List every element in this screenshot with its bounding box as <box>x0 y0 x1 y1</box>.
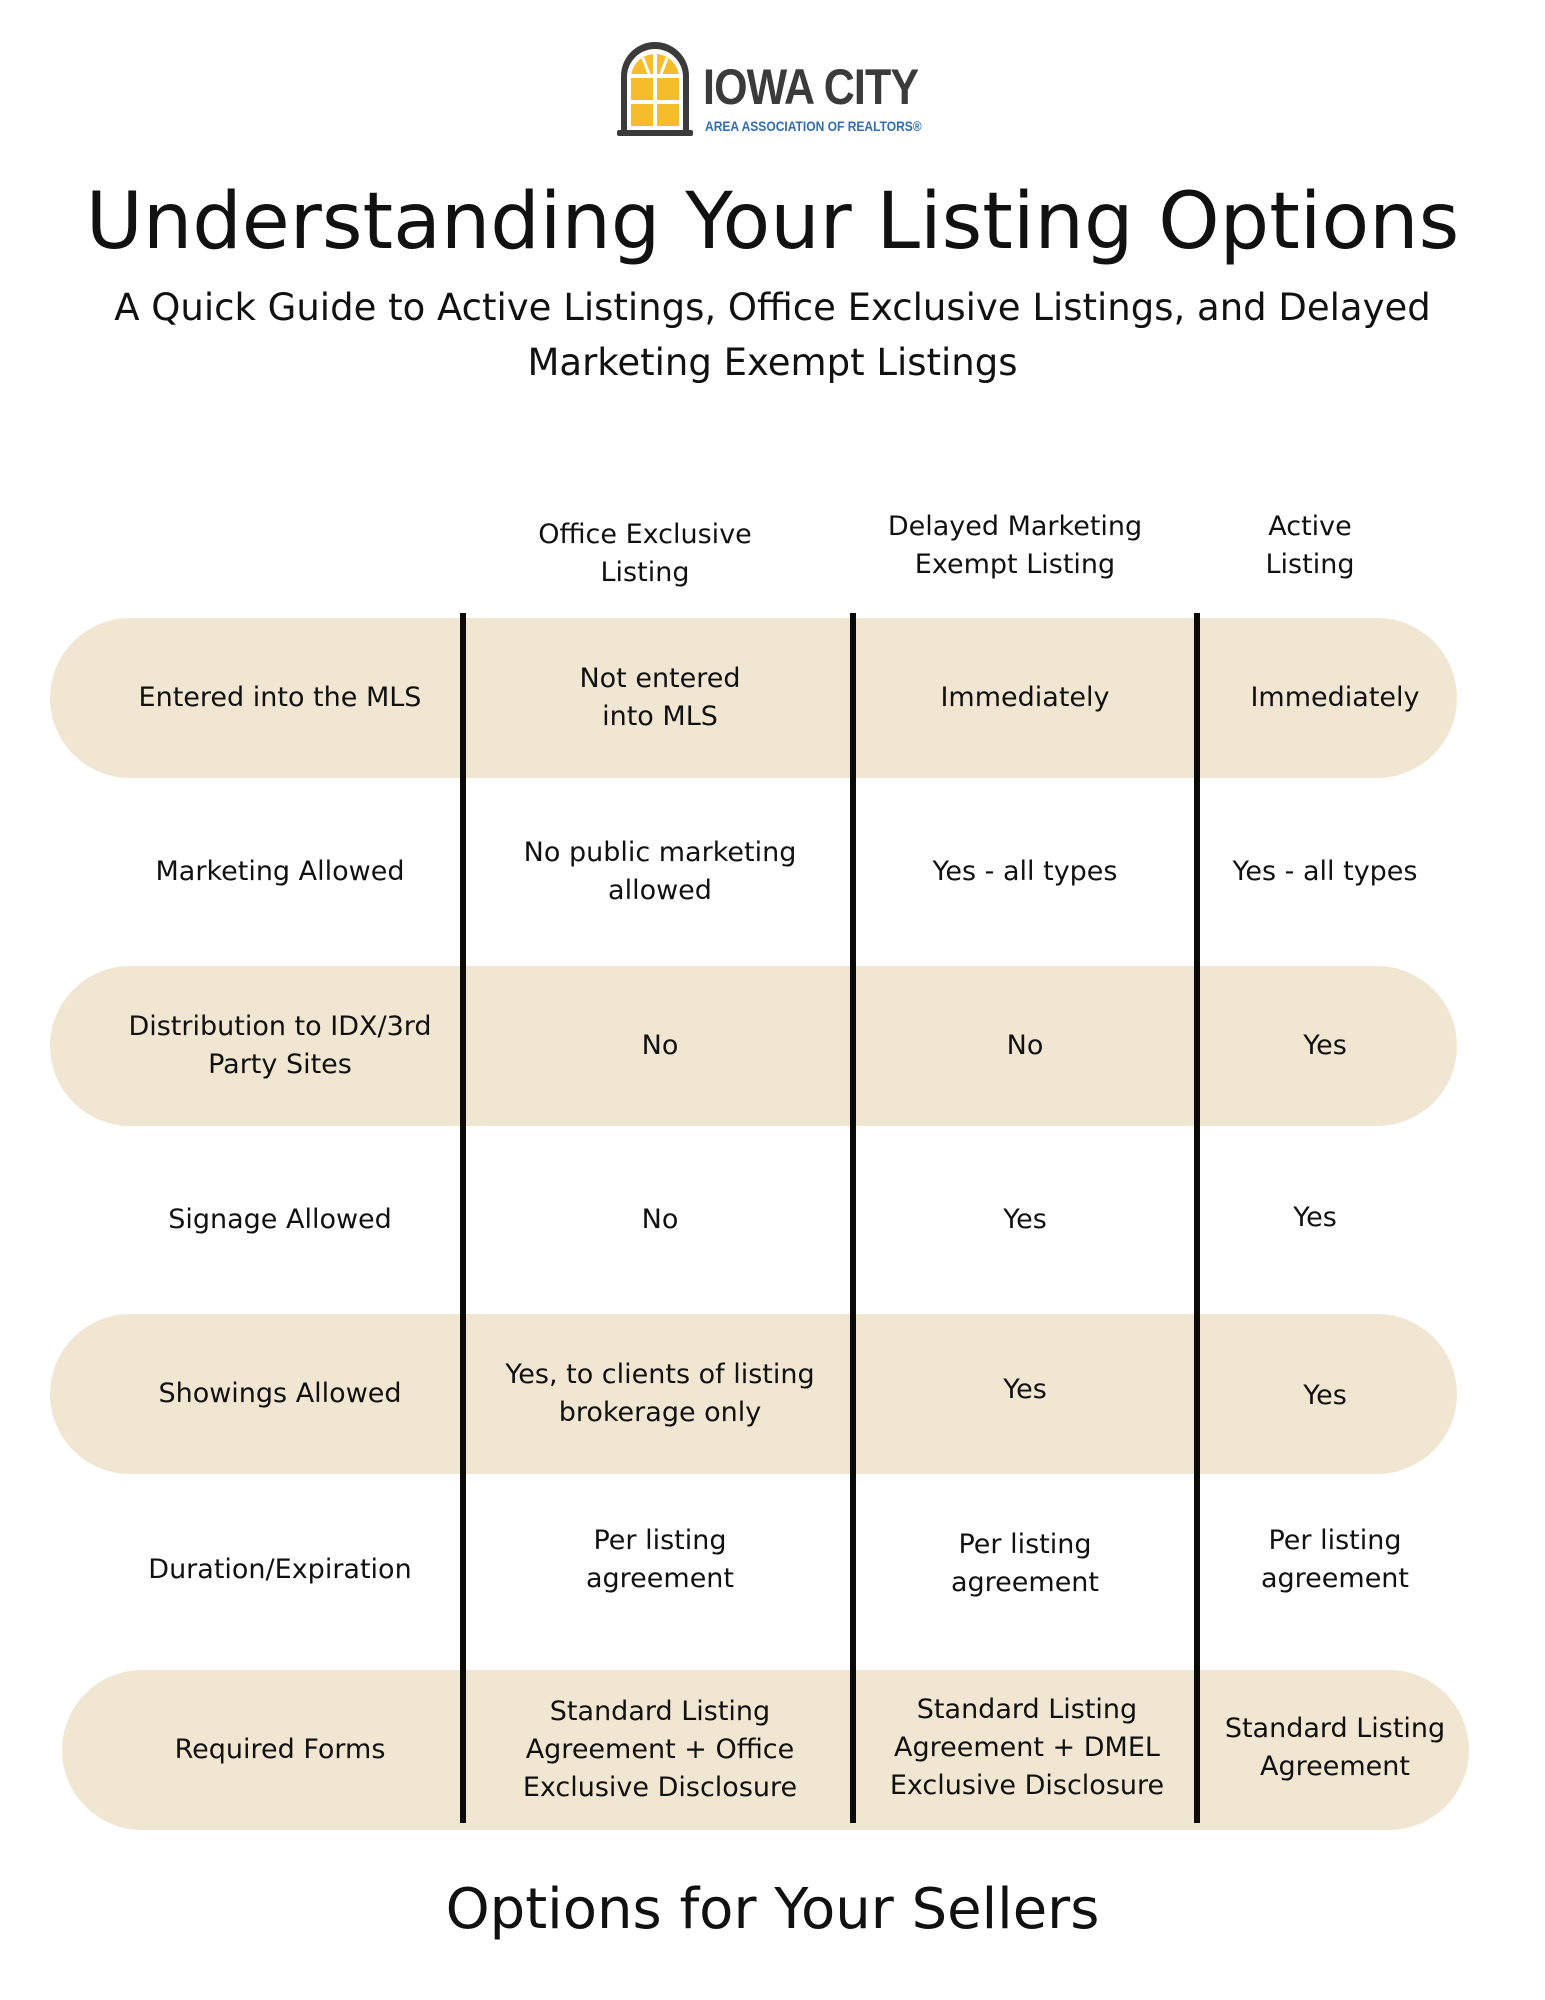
cell-distribution-active <box>1200 966 1450 1126</box>
column-header-delayed-marketing <box>845 508 1185 584</box>
cell-text <box>168 1201 392 1239</box>
cell-text <box>156 853 405 891</box>
cell-text-line: Entered into the MLS <box>138 682 422 713</box>
column-header-line: Delayed Marketing <box>887 511 1143 542</box>
brand-tagline: AREA ASSOCIATION OF REALTORS® <box>705 118 922 134</box>
column-header-line: Listing <box>1265 549 1355 580</box>
cell-marketing-active <box>1200 792 1450 952</box>
cell-text <box>642 1201 679 1239</box>
cell-duration-delayed-marketing <box>856 1484 1194 1644</box>
cell-text-line: Standard Listing <box>1224 1713 1446 1744</box>
cell-text <box>1293 1199 1337 1237</box>
cell-forms-office-exclusive <box>470 1670 850 1830</box>
cell-text <box>1303 1377 1347 1415</box>
cell-text-line: agreement <box>1260 1563 1410 1594</box>
cell-showings-active <box>1200 1316 1450 1476</box>
cell-signage-delayed-marketing <box>856 1140 1194 1300</box>
cell-text-line: Agreement + Office <box>525 1734 795 1765</box>
column-header-line: Office Exclusive <box>538 519 752 550</box>
cell-showings-delayed-marketing <box>856 1310 1194 1470</box>
cell-text <box>1225 1710 1445 1786</box>
cell-text <box>158 1375 401 1413</box>
cell-text-line: Yes <box>1293 1202 1337 1233</box>
cell-text-line: Per listing <box>1268 1525 1402 1556</box>
cell-text <box>579 660 740 736</box>
cell-text <box>1261 1522 1409 1598</box>
row-label-required-forms <box>90 1670 470 1830</box>
iowa-city-logo <box>615 38 935 138</box>
cell-text <box>505 1356 814 1432</box>
cell-entered-mls-delayed-marketing <box>856 618 1194 778</box>
cell-text <box>1303 1027 1347 1065</box>
row-label-duration <box>90 1490 470 1650</box>
cell-text <box>1232 853 1417 891</box>
cell-text-line: Signage Allowed <box>168 1204 392 1235</box>
cell-signage-active <box>1200 1138 1430 1298</box>
cell-text <box>1007 1027 1044 1065</box>
cell-text-line: Marketing Allowed <box>155 856 405 887</box>
cell-entered-mls-office-exclusive <box>470 618 850 778</box>
cell-text-line: Per listing <box>958 1529 1092 1560</box>
cell-text <box>932 853 1117 891</box>
cell-text-line: Exclusive Disclosure <box>522 1772 798 1803</box>
cell-text-line: Yes <box>1303 1030 1347 1061</box>
cell-text <box>1250 679 1419 717</box>
cell-text <box>586 1522 734 1598</box>
cell-text-line: into MLS <box>602 701 718 732</box>
cell-marketing-office-exclusive <box>470 792 850 952</box>
cell-text <box>139 679 422 717</box>
cell-text-line: Standard Listing <box>549 1696 771 1727</box>
cell-text <box>148 1551 411 1589</box>
cell-text-line: Per listing <box>593 1525 727 1556</box>
cell-text-line: brokerage only <box>558 1397 762 1428</box>
cell-distribution-delayed-marketing <box>856 966 1194 1126</box>
cell-text-line: No <box>641 1204 679 1235</box>
cell-text <box>890 1691 1164 1805</box>
cell-text <box>940 679 1109 717</box>
cell-text <box>523 1693 797 1807</box>
cell-text-line: No <box>641 1030 679 1061</box>
row-label-entered-mls <box>90 618 470 778</box>
footer-heading: Options for Your Sellers <box>445 1877 1100 1942</box>
cell-forms-active <box>1200 1668 1470 1828</box>
cell-text-line: Standard Listing <box>916 1694 1138 1725</box>
cell-duration-office-exclusive <box>470 1480 850 1640</box>
column-header-active <box>1195 508 1425 584</box>
cell-text-line: Yes - all types <box>932 856 1118 887</box>
cell-text-line: Distribution to IDX/3rd <box>128 1011 432 1042</box>
brand-name: IOWA CITY <box>703 59 919 115</box>
cell-signage-office-exclusive <box>470 1140 850 1300</box>
row-label-signage <box>90 1140 470 1300</box>
column-header-line: Active <box>1268 511 1352 542</box>
cell-text-line: Agreement + DMEL <box>894 1732 1160 1763</box>
cell-text-line: agreement <box>950 1567 1100 1598</box>
column-header-line: Listing <box>600 557 690 588</box>
page-subtitle <box>40 280 1505 390</box>
row-label-showings <box>90 1314 470 1474</box>
cell-text-line: Exclusive Disclosure <box>889 1770 1165 1801</box>
row-label-marketing-allowed <box>90 792 470 952</box>
cell-text-line: Not entered <box>579 663 741 694</box>
cell-distribution-office-exclusive <box>470 966 850 1126</box>
cell-text <box>175 1731 386 1769</box>
cell-text <box>1003 1371 1047 1409</box>
cell-text-line: Duration/Expiration <box>148 1554 412 1585</box>
cell-text-line: agreement <box>585 1563 735 1594</box>
cell-text <box>524 834 797 910</box>
cell-text-line: Yes <box>1003 1374 1047 1405</box>
cell-text-line: Required Forms <box>174 1734 386 1765</box>
cell-text-line: Agreement <box>1260 1751 1410 1782</box>
cell-text-line: Party Sites <box>208 1049 352 1080</box>
window-logo-icon <box>615 38 695 138</box>
cell-text-line: Yes <box>1303 1380 1347 1411</box>
page-title: Understanding Your Listing Options <box>85 177 1460 267</box>
cell-text-line: Immediately <box>1250 682 1420 713</box>
cell-duration-active <box>1200 1480 1470 1640</box>
column-header-line: Exempt Listing <box>914 549 1116 580</box>
cell-forms-delayed-marketing <box>860 1668 1194 1828</box>
cell-text-line: Showings Allowed <box>158 1378 402 1409</box>
cell-text-line: No public marketing <box>523 837 797 868</box>
cell-text-line: No <box>1006 1030 1044 1061</box>
cell-entered-mls-active <box>1200 618 1470 778</box>
cell-text <box>642 1027 679 1065</box>
column-header-office-exclusive <box>470 516 820 592</box>
cell-text-line: Yes <box>1003 1204 1047 1235</box>
cell-text-line: Yes - all types <box>1232 856 1418 887</box>
row-label-distribution <box>90 966 470 1126</box>
cell-text <box>1003 1201 1047 1239</box>
subtitle-line-1: A Quick Guide to Active Listings, Office Exclusive Listings, and Delayed <box>114 286 1431 329</box>
subtitle-line-2: Marketing Exempt Listings <box>527 341 1018 384</box>
cell-text-line: allowed <box>608 875 712 906</box>
cell-text <box>951 1526 1099 1602</box>
cell-text-line: Immediately <box>940 682 1110 713</box>
cell-showings-office-exclusive <box>470 1314 850 1474</box>
cell-marketing-delayed-marketing <box>856 792 1194 952</box>
cell-text-line: Yes, to clients of listing <box>505 1359 815 1390</box>
cell-text <box>128 1008 431 1084</box>
